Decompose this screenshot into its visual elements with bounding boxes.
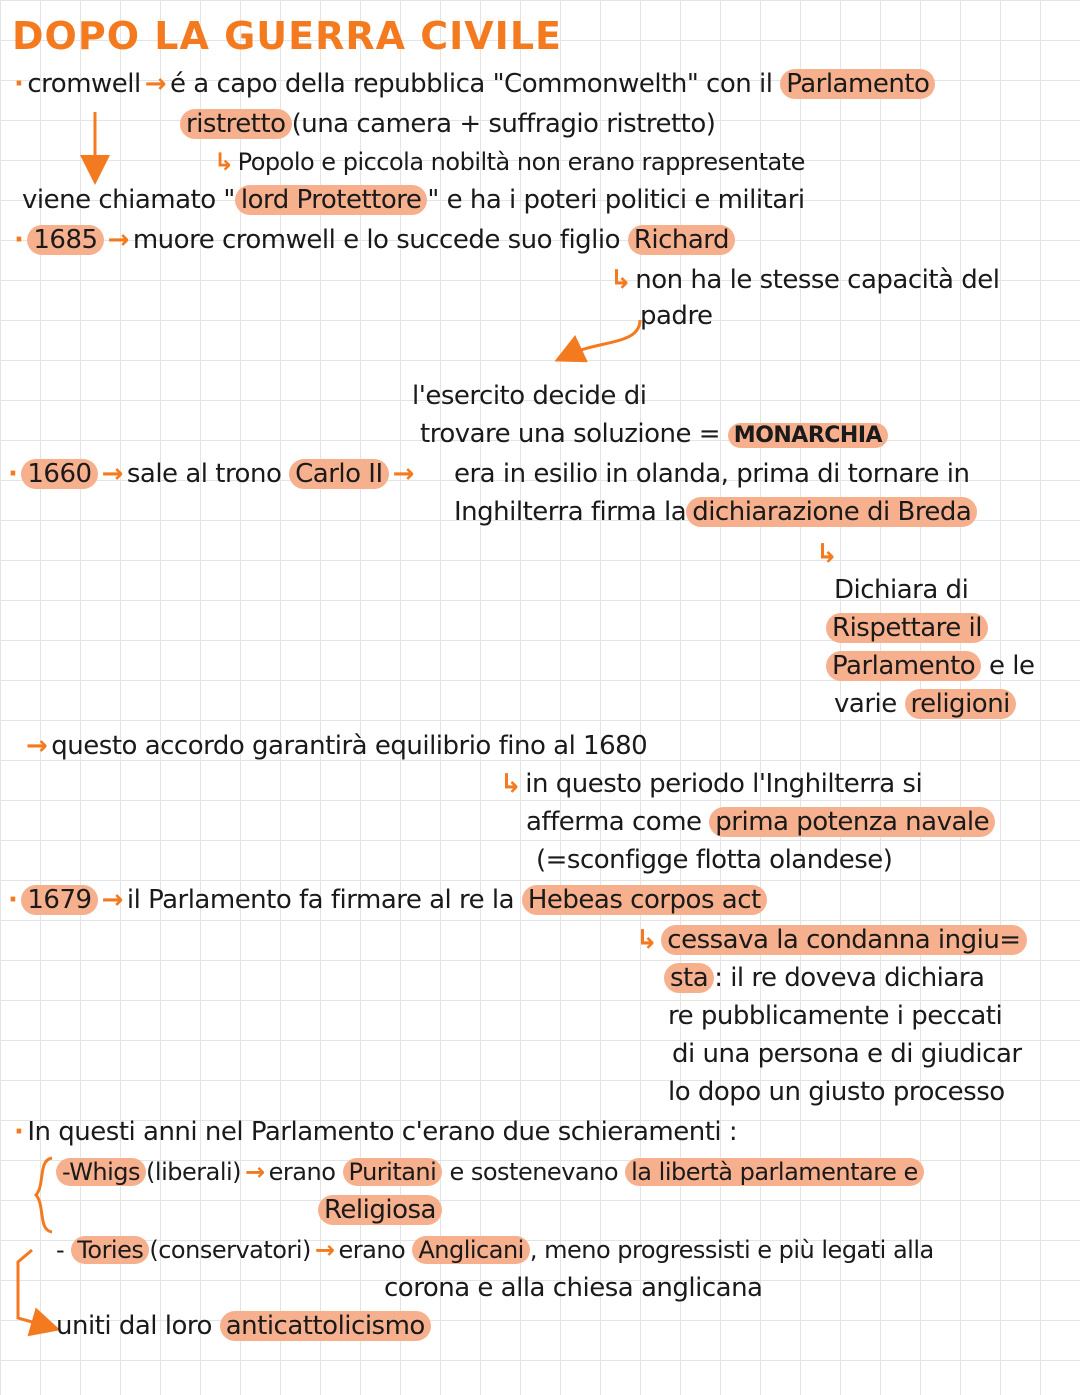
highlight: prima potenza navale (709, 807, 995, 837)
highlight: ristretto (180, 109, 292, 139)
line-whigs (56, 1154, 924, 1190)
line-esilio (454, 456, 969, 492)
text: (liberali) (146, 1158, 242, 1186)
arrow-right-icon: → (107, 225, 129, 255)
text: - (56, 1236, 72, 1264)
bullet-icon: · (8, 459, 18, 489)
highlight: dichiarazione di Breda (686, 497, 977, 527)
highlight: Carlo II (289, 459, 389, 489)
hook-arrow-icon: ↳ (610, 265, 632, 295)
line-popolo (210, 144, 805, 180)
text: e sostenevano (449, 1158, 618, 1186)
year-highlight: 1685 (27, 225, 103, 255)
line-uniti (56, 1308, 431, 1344)
line-ristretto (180, 106, 715, 142)
highlight: Anglicani (412, 1236, 529, 1264)
arrow-right-icon: → (245, 1158, 265, 1186)
text: di una persona e di giudicar (672, 1039, 1022, 1069)
highlight: Richard (628, 225, 735, 255)
highlight: Rispettare il (826, 613, 988, 643)
line-cessava (632, 922, 1027, 958)
text: non ha le stesse capacità del (635, 265, 1000, 295)
line-breda (454, 494, 977, 530)
highlight: Parlamento (780, 69, 935, 99)
text: sale al trono (126, 459, 282, 489)
bullet-icon: · (14, 1117, 24, 1147)
text: il Parlamento fa firmare al re la (126, 885, 515, 915)
text: trovare una soluzione = (420, 419, 721, 449)
line-parlamento (826, 648, 1034, 684)
arrow-right-icon: → (314, 1236, 335, 1264)
highlight: Religiosa (318, 1195, 442, 1225)
line-flotta (536, 842, 892, 878)
text: erano (338, 1236, 406, 1264)
curved-arrow (568, 320, 640, 355)
text: lo dopo un giusto processo (668, 1077, 1005, 1107)
hook-arrow-icon: ↳ (500, 769, 522, 799)
line-corona (384, 1270, 762, 1306)
arrow-right-icon: → (144, 69, 167, 99)
line-soluzione (420, 416, 888, 454)
text: padre (640, 301, 713, 331)
highlight: Puritani (343, 1158, 443, 1186)
highlight: anticattolicismo (220, 1311, 431, 1341)
arrow-right-icon: → (101, 459, 123, 489)
arrow-right-icon: → (392, 459, 414, 489)
text: re pubblicamente i peccati (668, 1001, 1003, 1031)
text: " e ha i poteri politici e militari (427, 185, 805, 215)
line-religioni (834, 686, 1016, 722)
highlight: MONARCHIA (728, 423, 888, 448)
text: in questo periodo l'Inghilterra si (525, 769, 923, 799)
text: Inghilterra firma la (454, 497, 687, 527)
text: afferma come (526, 807, 702, 837)
hook-arrow-icon: ↳ (816, 539, 838, 569)
highlight: sta (664, 963, 714, 993)
line-rispettare (826, 610, 988, 646)
line-esercito (412, 378, 646, 414)
text: In questi anni nel Parlamento c'erano due schieramenti : (27, 1117, 738, 1147)
text: Dichiara di (834, 575, 969, 605)
group-brace (36, 1158, 52, 1232)
line-accordo (22, 728, 647, 764)
year-highlight: 1660 (21, 459, 97, 489)
line-dichiara (834, 572, 968, 608)
highlight: la libertà parlamentare e (625, 1158, 924, 1186)
highlight: cessava la condanna ingiu= (661, 925, 1026, 955)
text: muore cromwell e lo succede suo figlio (132, 225, 621, 255)
text: uniti dal loro (56, 1311, 212, 1341)
line-giudicar (672, 1036, 1022, 1072)
highlight: Hebeas corpos act (522, 885, 767, 915)
highlight: religioni (905, 689, 1016, 719)
hook-arrow-icon: ↳ (214, 148, 234, 176)
text: Popolo e piccola nobiltà non erano rappresentate (237, 148, 805, 176)
text: l'esercito decide di (412, 381, 647, 411)
text: , meno progressisti e più legati alla (529, 1236, 934, 1264)
line-capacita (606, 262, 999, 298)
text: corona e alla chiesa anglicana (384, 1273, 763, 1303)
line-sta (664, 960, 984, 996)
text: varie (834, 689, 897, 719)
line-lord (22, 182, 805, 218)
line-1685 (14, 222, 735, 258)
line-1679 (8, 882, 767, 918)
line-peccati (668, 998, 1002, 1034)
text: : il re doveva dichiara (714, 963, 985, 993)
line-religiosa (318, 1192, 442, 1228)
line-1660 (8, 456, 418, 492)
text: questo accordo garantirà equilibrio fino al 1680 (51, 731, 648, 761)
bullet-icon: · (8, 885, 18, 915)
highlight: lord Protettore (235, 185, 427, 215)
bullet-icon: · (14, 225, 24, 255)
text: (una camera + suffragio ristretto) (291, 109, 716, 139)
hook-arrow-icon: ↳ (636, 925, 658, 955)
line-cromwell (14, 66, 935, 102)
text: é a capo della repubblica "Commonwelth" con il (170, 69, 773, 99)
line-potenza (526, 804, 995, 840)
bullet-icon: · (14, 69, 24, 99)
year-highlight: 1679 (21, 885, 97, 915)
arrow-right-icon: → (101, 885, 123, 915)
arrow-right-icon: → (26, 731, 48, 761)
line-processo (668, 1074, 1005, 1110)
line-padre (640, 298, 713, 334)
text: erano (268, 1158, 336, 1186)
line-tories (56, 1232, 934, 1268)
text: era in esilio in olanda, prima di tornare in (454, 459, 970, 489)
text: cromwell (27, 69, 141, 99)
page-title: DOPO LA GUERRA CIVILE (12, 14, 562, 58)
text: (conservatori) (149, 1236, 311, 1264)
text: (=sconfigge flotta olandese) (536, 845, 893, 875)
highlight: Parlamento (826, 651, 981, 681)
highlight: Tories (71, 1236, 149, 1264)
line-periodo (496, 766, 922, 802)
text: viene chiamato " (22, 185, 235, 215)
line-schieramenti (14, 1114, 737, 1150)
union-arrow (18, 1250, 46, 1326)
text: e le (988, 651, 1035, 681)
highlight: -Whigs (56, 1158, 146, 1186)
